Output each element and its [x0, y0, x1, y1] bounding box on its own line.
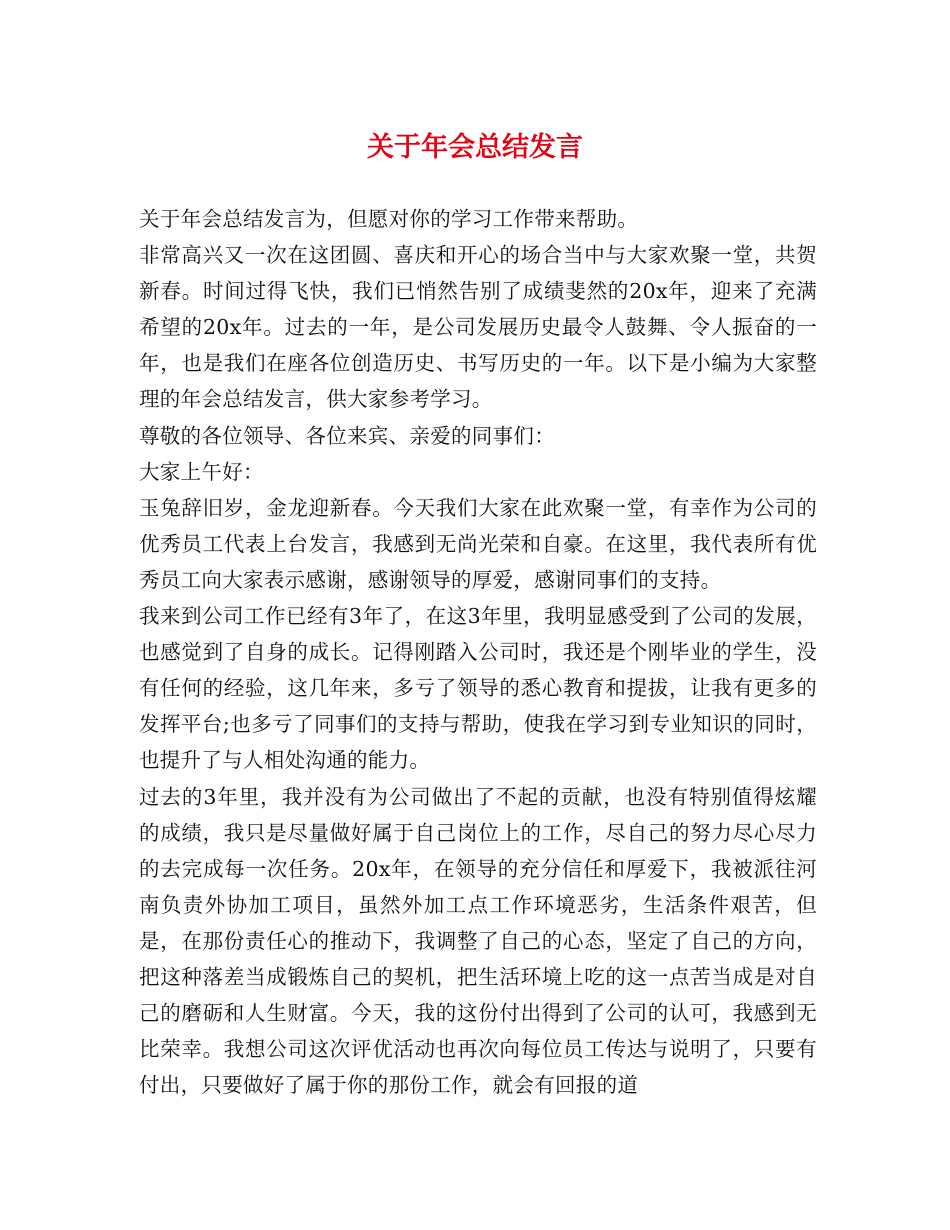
paragraph-salutation: 尊敬的各位领导、各位来宾、亲爱的同事们：: [139, 423, 555, 448]
paragraph-thanks: 玉兔辞旧岁，金龙迎新春。今天我们大家在此欢聚一堂，有幸作为公司的优秀员工代表上台发言，我感到无尚光荣和自豪。在这里，我代表所有优秀员工向大家表示感谢，感谢领导的厚爱，感谢同事们的支持。: [139, 495, 817, 592]
document-body: [139, 201, 817, 1103]
paragraph-achievements: 过去的3年里，我并没有为公司做出了不起的贡献，也没有特别值得炫耀的成绩，我只是尽量做好属于自己岗位上的工作，尽自己的努力尽心尽力的去完成每一次任务。20x年，在领导的充分信任和厚爱下，我被派往河南负责外协加工项目，虽然外加工点工作环境恶劣，生活条件艰苦，但是，在那份责任心的推动下，我调整了自己的心态，坚定了自己的方向，把这种落差当成锻炼自己的契机，把生活环境上吃的这一点苦当成是对自己的磨砺和人生财富。今天，我的这份付出得到了公司的认可，我感到无比荣幸。我想公司这次评优活动也再次向每位员工传达与说明了，只要有付出，只要做好了属于你的那份工作，就会有回报的道: [139, 784, 817, 1098]
paragraph-intro: 关于年会总结发言为，但愿对你的学习工作带来帮助。: [139, 207, 639, 231]
paragraph-opening: 非常高兴又一次在这团圆、喜庆和开心的场合当中与大家欢聚一堂，共贺新春。时间过得飞快，我们已悄然告别了成绩斐然的20x年，迎来了充满希望的20x年。过去的一年，是公司发展历史最令人鼓舞、令人振奋的一年，也是我们在座各位创造历史、书写历史的一年。以下是小编为大家整理的年会总结发言，供大家参考学习。: [139, 243, 817, 412]
paragraph-growth: 我来到公司工作已经有3年了，在这3年里，我明显感受到了公司的发展，也感觉到了自身的成长。记得刚踏入公司时，我还是个刚毕业的学生，没有任何的经验，这几年来，多亏了领导的悉心教育和提拔，让我有更多的发挥平台;也多亏了同事们的支持与帮助，使我在学习到专业知识的同时，也提升了与人相处沟通的能力。: [139, 604, 817, 773]
paragraph-greeting: 大家上午好：: [139, 459, 264, 484]
document-title: 关于年会总结发言: [367, 132, 583, 163]
